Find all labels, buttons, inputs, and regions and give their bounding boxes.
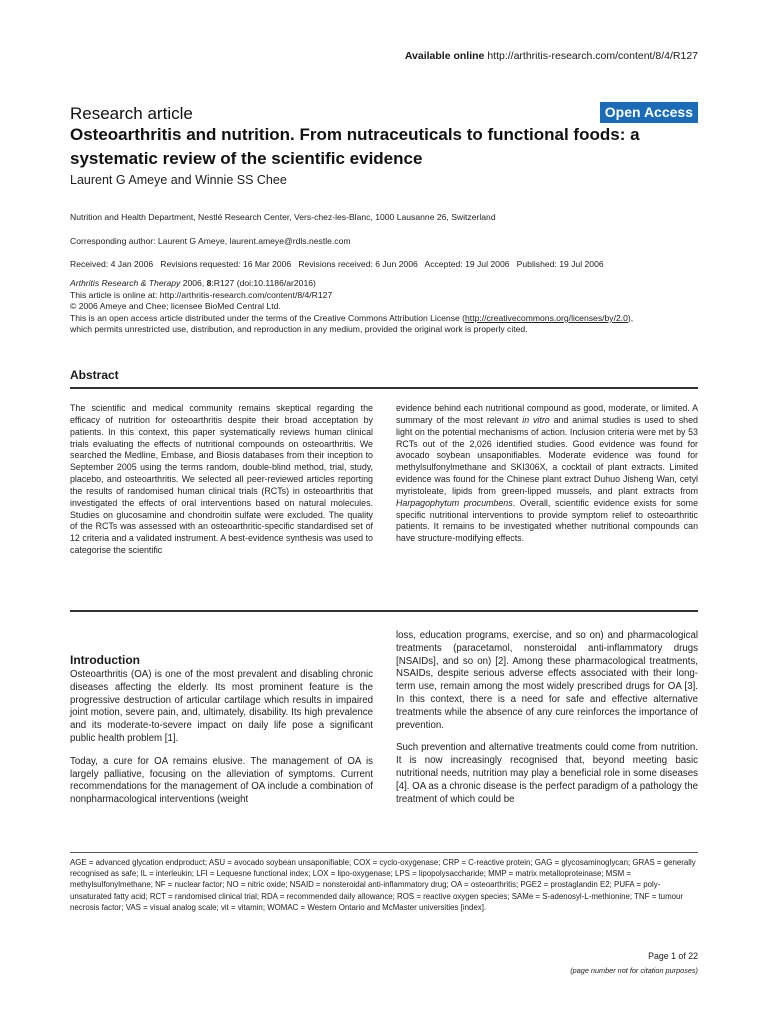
page-number-note: (page number not for citation purposes) <box>570 966 698 975</box>
citation-line <box>70 278 710 290</box>
author-list: Laurent G Ameye and Winnie SS Chee <box>70 173 287 187</box>
abstract-right-part-3: . Overall, scientific evidence exists for some specific nutritional interventions to provide symptom relief to osteoarthritic patients. It remains to be investigated whether nutritional compounds can have structure-modifying effects. <box>396 497 699 544</box>
online-line: This article is online at: http://arthritis-research.com/content/8/4/R127 <box>70 289 333 300</box>
citation-doi: :R127 (doi:10.1186/ar2016) <box>211 278 316 288</box>
abstract-left-column <box>70 403 373 557</box>
publication-dates: Received: 4 Jan 2006 Revisions requested: 16 Mar 2006 Revisions received: 6 Jun 2006 Accepted: 19 Jul 2006 Published: 19 Jul 2006 <box>70 259 604 269</box>
abstract-right-part-2: and animal studies is used to shed light on the potential mechanisms of action. Inclusion criteria were met by 53 RCTs out of the 2,026 identified studies. Good evidence was found for avocado soybean unsaponifiables. Moderate evidence was found for methylsulfonylmethane and SKI306X, a cocktail of plant extracts. Limited evidence was found for the Chinese plant extract Duhuo Jisheng Wan, cetyl myristoleate, lipids from green-lipped mussels, and plant extracts from <box>396 414 698 496</box>
intro-paragraph-2: Today, a cure for OA remains elusive. The management of OA is largely palliative, focusing on the alleviation of symptoms. Current recommendations for the management of OA include a combination of nonpharmacological interventions (weight <box>70 755 373 806</box>
abstract-right-italic-2: Harpagophytum procumbens <box>396 497 513 508</box>
abstract-right-italic-1: in vitro <box>522 414 550 425</box>
copyright-line: © 2006 Ameye and Chee; licensee BioMed Central Ltd. <box>70 301 281 312</box>
license-text: This is an open access article distributed under the terms of the Creative Commons Attribution License ( <box>70 312 466 323</box>
article-type: Research article <box>70 104 193 123</box>
license-close: ), <box>627 312 634 323</box>
license-line-2: which permits unrestricted use, distribution, and reproduction in any medium, provided the original work is properly cited. <box>70 324 528 335</box>
intro-left-column <box>70 669 373 817</box>
citation-year: 2006, <box>180 278 207 288</box>
corresponding-author: Corresponding author: Laurent G Ameye, laurent.ameye@rdls.nestle.com <box>70 236 351 246</box>
license-line <box>70 313 710 325</box>
journal-name: Arthritis Research & Therapy <box>70 278 181 288</box>
journal-info <box>70 278 710 336</box>
abbreviations-text: AGE = advanced glycation endproduct; ASU = avocado soybean unsaponifiable; COX = cyclo-oxygenase; CRP = C-reactive protein; GAG = glycosaminoglycan; GRAS = generally recognised as safe; IL = interleukin; LFI = Lequesne functional index; LOX = lipo-oxygenase; LPS = lipopolysaccharide; MMP = matrix metalloproteinase; MSM = methylsulfonylmethane; NF = nuclear factor; NO = nitric oxide; NSAID = nonsteroidal anti-inflammatory drug; OA = osteoarthritis; PGE2 = prostaglandin E2; PUFA = poly-unsaturated fatty acid; RCT = randomised clinical trial; RDA = recommended daily allowance; ROS = reactive oxygen species; SAMe = S-adenosyl-L-methionine; TNF = tumour necrosis factor; VAS = visual analog scale; vit = vitamin; WOMAC = Western Ontario and McMaster universities [index]. <box>70 858 696 912</box>
intro-paragraph-3: loss, education programs, exercise, and so on) and pharmacological treatments (paracetamol, nonsteroidal anti-inflammatory drugs [NSAIDs], and so on) [2]. Among these pharmacological treatments, NSAIDs, despite serious adverse effects associated with their long-term use, remain among the most widely prescribed drugs for OA [3]. In this context, there is a need for safe and effective alternative treatments while the absence of any cure reinforces the importance of prevention. <box>396 630 698 731</box>
available-online-label: Available online <box>404 50 485 62</box>
abstract-left-text: The scientific and medical community remains skeptical regarding the efficacy of nutrition for osteoarthritis despite their broad acceptation by patients. In this context, this paper systematically reviews human clinical trials evaluating the effects of nutritional compounds on osteoarthritis. We searched the Medline, Embase, and Biosis databases from their inception to September 2005 using the terms random, double-blind method, trial, study, placebo, and osteoarthritis. We selected all peer-reviewed articles reporting the results of randomised human clinical trials (RCTs) in osteoarthritis that investigated the effects of oral interventions based on natural molecules. Studies on glucosamine and chondroitin sulfate were excluded. The quality of the RCTs was assessed with an osteoarthritic-specific standardised set of 12 criteria and a validated instrument. A best-evidence synthesis was used to categorise the scientific <box>70 403 373 556</box>
footnote-divider <box>70 852 698 853</box>
abstract-right-part-1: evidence behind each nutritional compound as good, moderate, or limited. A summary of the most relevant <box>396 403 698 425</box>
affiliation: Nutrition and Health Department, Nestlé Research Center, Vers-chez-les-Blanc, 1000 Lausanne 26, Switzerland <box>70 212 496 222</box>
abstract-heading: Abstract <box>70 368 119 382</box>
citation-volume: 8 <box>206 278 212 288</box>
abstract-divider-bottom <box>70 610 698 612</box>
abstract-right-column <box>396 403 698 545</box>
availability-line <box>405 50 698 62</box>
page-number: Page 1 of 22 <box>648 951 698 961</box>
article-url-link[interactable]: http://arthritis-research.com/content/8/4/R127 <box>487 50 698 62</box>
intro-right-column <box>396 630 698 816</box>
abstract-right-text <box>396 403 698 545</box>
open-access-badge: Open Access <box>600 102 698 123</box>
abstract-divider-top <box>70 387 698 389</box>
abbreviations-footnote <box>70 857 700 913</box>
intro-paragraph-4: Such prevention and alternative treatments could come from nutrition. It is now increasingly recognised that, beyond meeting basic nutritional needs, nutrition may play a beneficial role in some diseases [4]. OA as a chronic disease is the perfect paradigm of a pathology the treatment of which could be <box>396 742 698 805</box>
intro-paragraph-1: Osteoarthritis (OA) is one of the most prevalent and disabling chronic diseases affecting the elderly. Its most prominent feature is the progressive destruction of articular cartilage which results in impaired joint motion, severe pain, and, ultimately, disability. Its high prevalence and its moderate-to-severe impact on daily life pose a significant public health problem [1]. <box>70 669 373 744</box>
paper-title: Osteoarthritis and nutrition. From nutraceuticals to functional foods: a systematic review of the scientific evidence <box>70 125 640 168</box>
introduction-heading: Introduction <box>70 653 140 667</box>
license-link[interactable]: http://creativecommons.org/licenses/by/2.0 <box>465 312 628 323</box>
